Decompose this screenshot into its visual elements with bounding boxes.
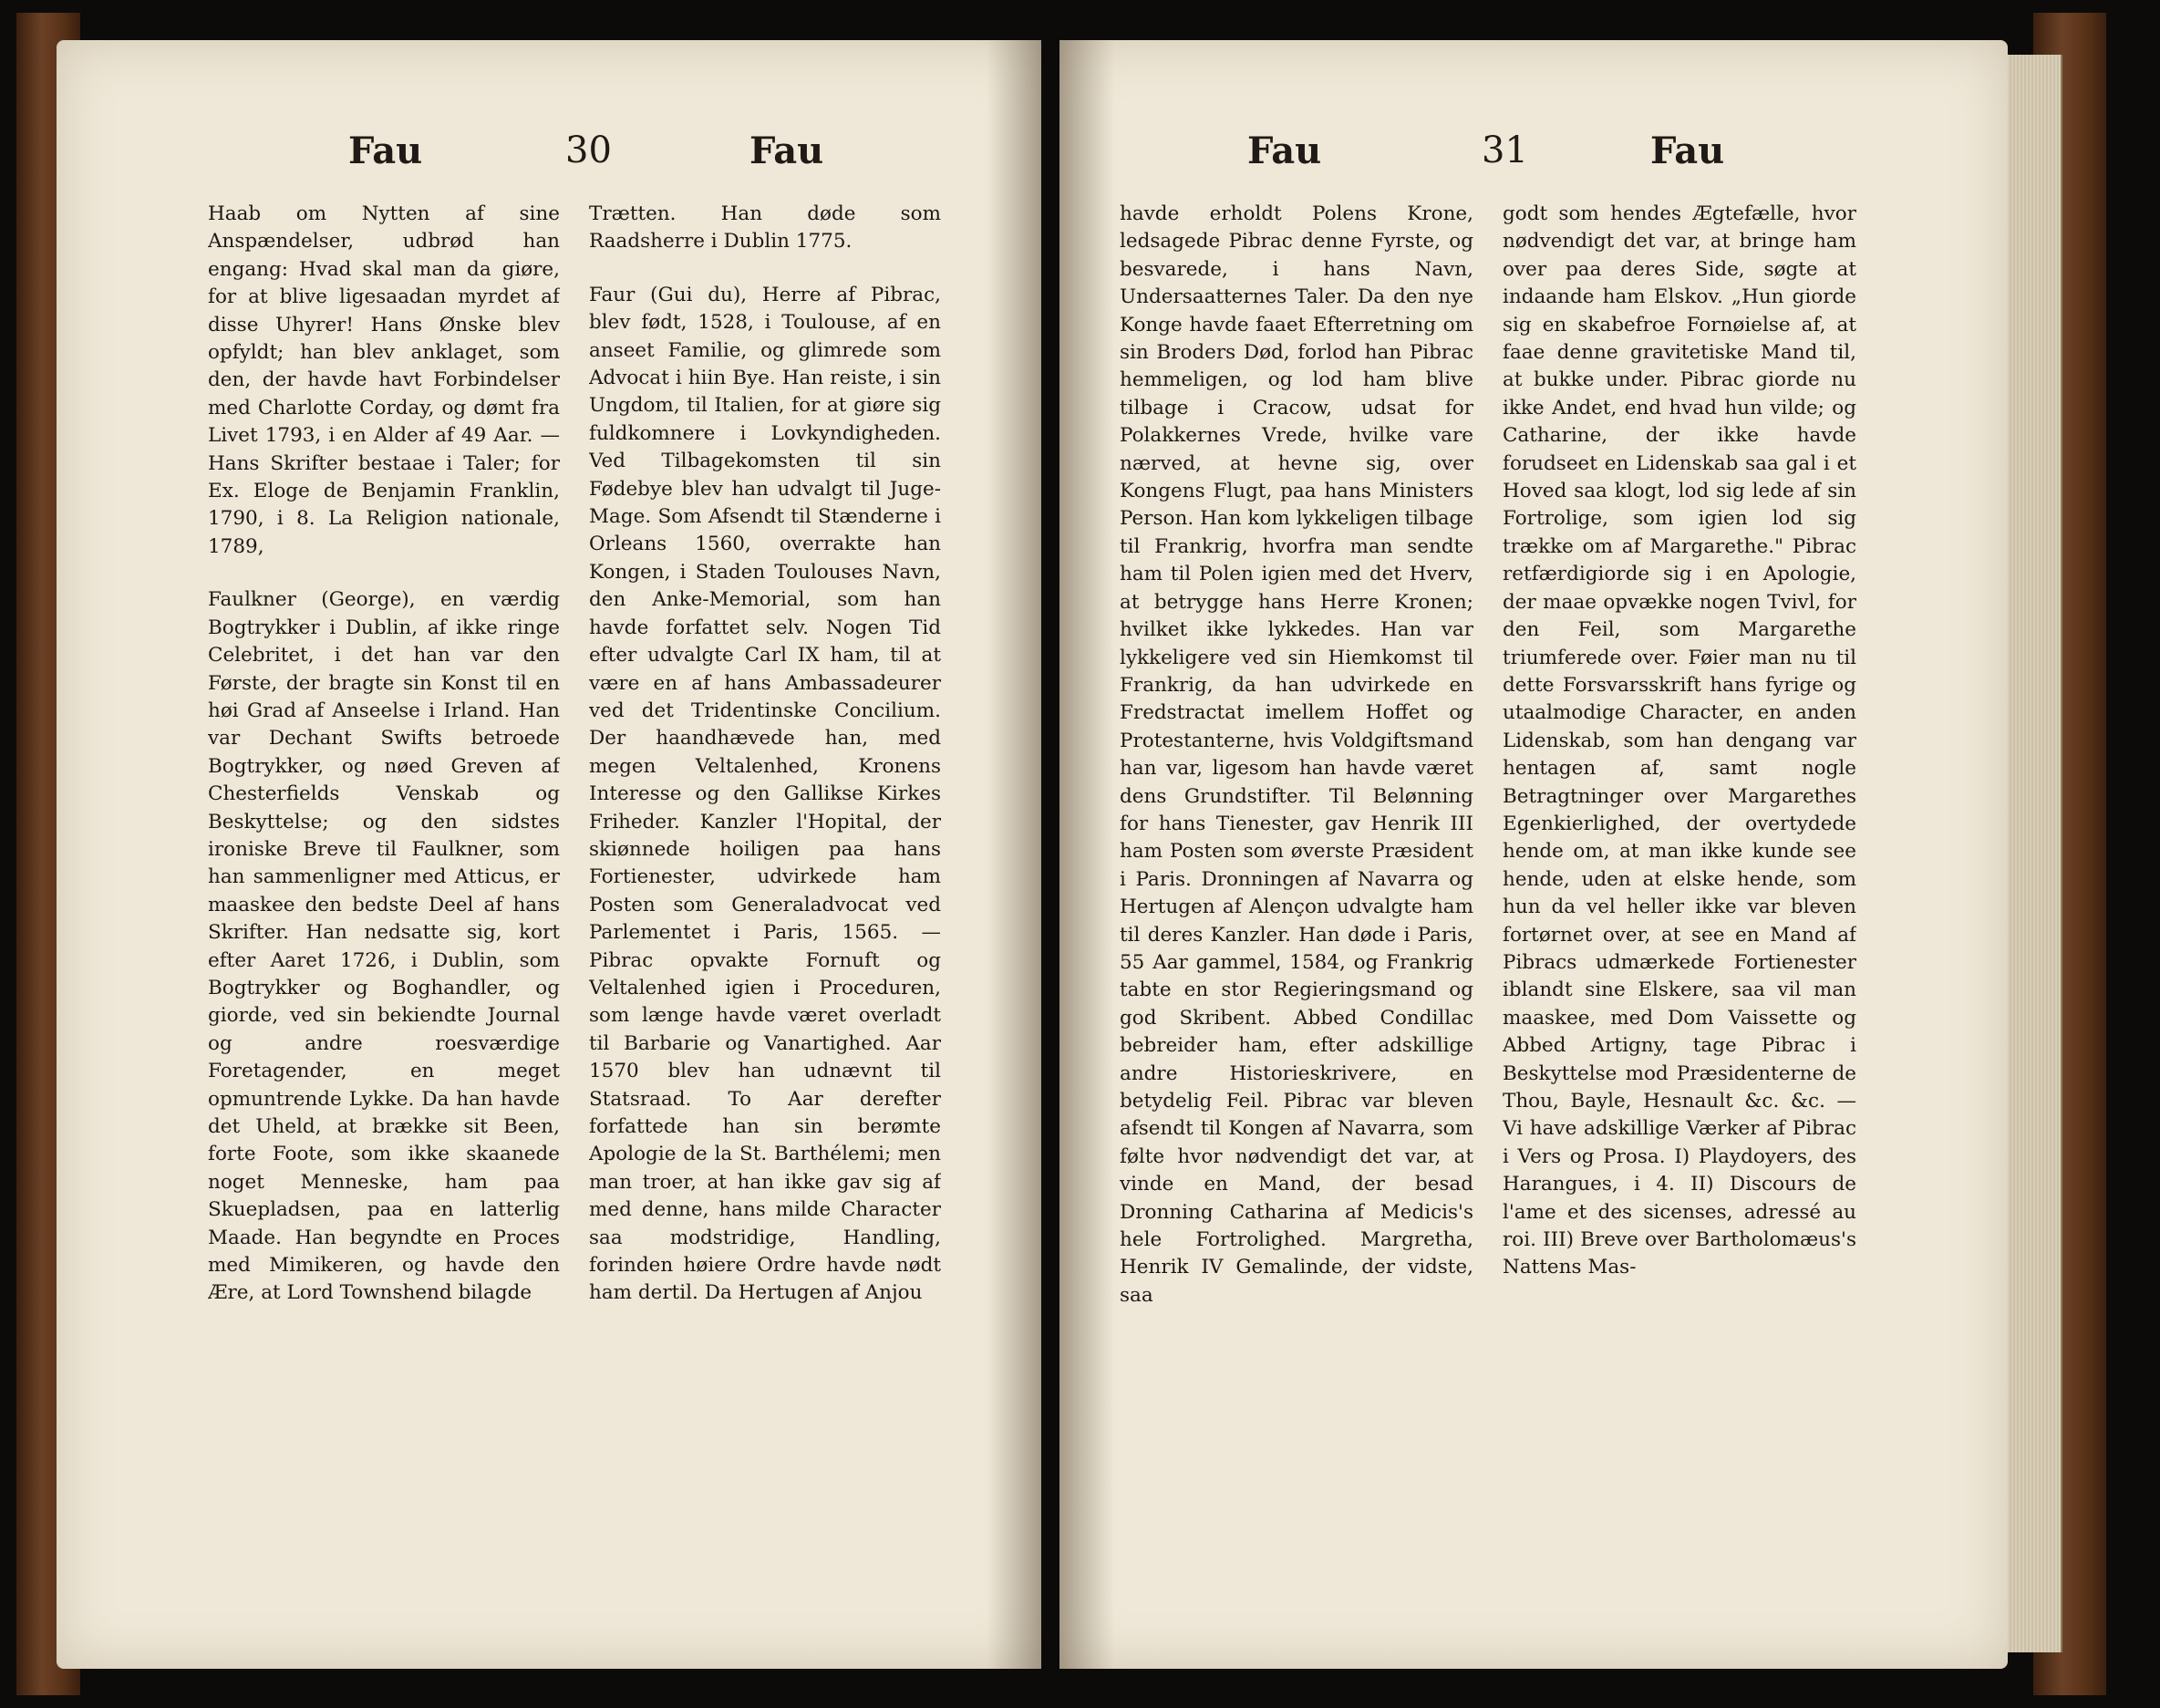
running-head-right: Fau (749, 129, 824, 172)
running-head-left: Fau (1247, 129, 1322, 172)
page-edges (2008, 55, 2062, 1652)
left-page-column-1 (208, 201, 560, 1477)
paragraph: havde erholdt Polens Krone, ledsagede Pibrac denne Fyrste, og besvarede, i hans Navn, Undersaatternes Taler. Da den nye Konge havde faaet Efterretning om sin Broders Død, forlod han Pibrac hemmeligen, og lod ham blive tilbage i Cracow, udsat for Polakkernes Vrede, hvilke vare nærved, at hevne sig, over Kongens Flugt, paa hans Ministers Person. Han kom lykkeligen tilbage til Frankrig, hvorfra man sendte ham til Polen igien med det Hverv, at betrygge hans Herre Kronen; hvilket ikke lykkedes. Han var lykkeligere ved sin Hiemkomst til Frankrig, da han udvirkede en Fredstractat imellem Hoffet og Protestanterne, hvis Voldgiftsmand han var, ligesom han havde været dens Grundstifter. Til Belønning for hans Tienester, gav Henrik III ham Posten som øverste Præsident i Paris. Dronningen af Navarra og Hertugen af Alençon udvalgte ham til deres Kanzler. Han døde i Paris, 55 Aar gammel, 1584, og Frankrig tabte en stor Regieringsmand og god Skribent. Abbed Condillac bebreider ham, efter adskillige andre Historieskrivere, en betydelig Feil. Pibrac var bleven afsendt til Kongen af Navarra, som følte hvor nødvendigt det var, at vinde en Mand, der besad Dronning Catharina af Medicis's hele Fortrolighed. Margretha, Henrik IV Gemalinde, der vidste, saa (1120, 202, 1473, 1307)
running-head-right: Fau (1650, 129, 1725, 172)
page-number: 31 (1482, 129, 1528, 171)
right-page-column-2 (1503, 201, 1856, 1477)
running-head-left: Fau (348, 129, 423, 172)
paragraph: godt som hendes Ægtefælle, hvor nødvendigt det var, at bringe ham over paa deres Side, søgte at indaande ham Elskov. „Hun giorde sig en skabefroe Fornøielse af, at faae denne gravitetiske Mand til, at bukke under. Pibrac giorde nu ikke Andet, end hvad hun vilde; og Catharine, der ikke havde forudseet en Lidenskab saa gal i et Hoved saa klogt, lod sig lede af sin Fortrolige, som igien lod sig trække om af Margarethe." Pibrac retfærdigiorde sig i en Apologie, der maae opvække nogen Tvivl, for den Feil, som Margarethe triumferede over. Føier man nu til dette Forsvarsskrift hans fyrige og utaalmodige Character, en anden Lidenskab, som han dengang var hentagen af, samt nogle Betragtninger over Margarethes Egenkierlighed, der overtydede hende om, at man ikke kunde see hende, uden at elske hende, som hun da vel heller ikke var bleven fortørnet over, at see en Mand af Pibracs udmærkede Fortienester iblandt sine Elskere, saa vil man maaskee, med Dom Vaissette og Abbed Artigny, tage Pibrac i Beskyttelse mod Præsidenterne de Thou, Bayle, Hesnault &c. &c. — Vi have adskillige Værker af Pibrac i Vers og Prosa. I) Playdoyers, des Harangues, i 4. II) Discours de l'ame et des sicenses, adressé au roi. III) Breve over Bartholomæus's Nattens Mas- (1503, 202, 1856, 1279)
right-page-header (0, 129, 2160, 184)
paragraph: Trætten. Han døde som Raadsherre i Dublin 1775. (589, 202, 941, 254)
left-page-column-2 (589, 201, 941, 1477)
entry-faulkner: Faulkner (George), en værdig Bogtrykker i Dublin, af ikke ringe Celebritet, i det han var den Første, der bragte sin Konst til en høi Grad af Anseelse i Irland. Han var Dechant Swifts betroede Bogtrykker, og nøed Greven af Chesterfields Venskab og Beskyttelse; og den sidstes ironiske Breve til Faulkner, som han sammenligner med Atticus, er maaskee den bedste Deel af hans Skrifter. Han nedsatte sig, kort efter Aaret 1726, i Dublin, som Bogtrykker og Boghandler, og giorde, ved sin bekiendte Journal og andre roesværdige Foretagender, en meget opmuntrende Lykke. Da han havde det Uheld, at brække sit Been, forte Foote, som ikke skaanede noget Menneske, ham paa Skuepladsen, paa en latterlig Maade. Han begyndte en Proces med Mimikeren, og havde den Ære, at Lord Townshend bilagde (208, 588, 560, 1305)
gutter-shadow-left (987, 40, 1041, 1669)
paragraph: Haab om Nytten af sine Anspændelser, udbrød han engang: Hvad skal man da giøre, for at blive ligesaadan myrdet af disse Uhyrer! Hans Ønske blev opfyldt; han blev anklaget, som den, der havde havt Forbindelser med Charlotte Corday, og dømt fra Livet 1793, i en Alder af 49 Aar. — Hans Skrifter bestaae i Taler; for Ex. Eloge de Benjamin Franklin, 1790, i 8. La Religion nationale, 1789, (208, 202, 560, 558)
gutter-shadow-right (1059, 40, 1114, 1669)
entry-faur: Faur (Gui du), Herre af Pibrac, blev født, 1528, i Toulouse, af en anseet Familie, og glimrede som Advocat i hiin Bye. Han reiste, i sin Ungdom, til Italien, for at giøre sig fuldkomnere i Lovkyndigheden. Ved Tilbagekomsten til sin Fødebye blev han udvalgt til Juge-Mage. Som Afsendt til Stænderne i Orleans 1560, overrakte han Kongen, i Staden Toulouses Navn, den Anke-Memorial, som han havde forfattet selv. Nogen Tid efter udvalgte Carl IX ham, til at være en af hans Ambassadeurer ved det Tridentinske Concilium. Der haandhævede han, med megen Veltalenhed, Kronens Interesse og den Gallikse Kirkes Friheder. Kanzler l'Hopital, der skiønnede hoiligen paa hans Fortienester, udvirkede ham Posten som Generaladvocat ved Parlementet i Paris, 1565. — Pibrac opvakte Fornuft og Veltalenhed igien i Proceduren, som længe havde været overladt til Barbarie og Vanartighed. Aar 1570 blev han udnævnt til Statsraad. To Aar derefter forfattede han sin berømte Apologie de la St. Barthélemi; men man troer, at han ikke gav sig af med denne, hans milde Character saa modstridige, Handling, forinden høiere Ordre havde nødt ham dertil. Da Hertugen af Anjou (589, 283, 941, 1305)
right-page-column-1 (1120, 201, 1473, 1477)
page-number: 30 (565, 129, 612, 171)
